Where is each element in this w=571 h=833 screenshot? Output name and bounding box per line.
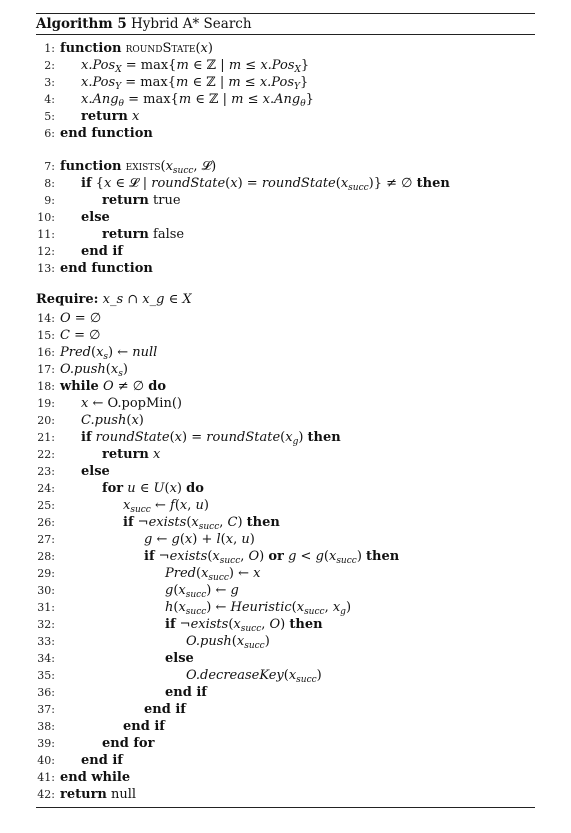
algorithm-label: Algorithm 5 — [36, 16, 127, 32]
line-number: 15: — [37, 329, 55, 342]
line-code: x.Pos$_Y$ = max{m ∈ ℤ | m ≤ x.Pos$_Y$} — [81, 75, 309, 92]
line-code: else — [165, 651, 194, 666]
line-code: x.Pos$_X$ = max{m ∈ ℤ | m ≤ x.Pos$_X$} — [81, 58, 310, 75]
line-code: $g(x_{succ})$ ← g — [165, 583, 239, 600]
line-number: 29: — [37, 567, 55, 580]
line-code: end if — [81, 753, 123, 768]
line-number: 32: — [37, 618, 55, 631]
line-code: C = ∅ — [60, 328, 101, 343]
line-number: 16: — [37, 346, 55, 359]
line-number: 33: — [37, 635, 55, 648]
line-code: if $\neg exists(x_{succ}$, C) then — [123, 515, 280, 532]
line-number: 23: — [37, 465, 55, 478]
line-number: 2: — [44, 59, 55, 72]
line-code: return x — [81, 109, 140, 124]
line-number: 14: — [37, 312, 55, 325]
line-number: 7: — [44, 160, 55, 173]
line-code: for u ∈ U(x) do — [102, 481, 204, 496]
line-code: $h(x_{succ})$ ← $Heuristic(x_{succ}$, $x_g$) — [165, 600, 352, 617]
line-number: 34: — [37, 652, 55, 665]
line-number: 9: — [44, 194, 55, 207]
line-number: 19: — [37, 397, 55, 410]
line-code: end for — [102, 736, 155, 751]
line-code: end while — [60, 770, 131, 785]
line-code: end if — [81, 244, 123, 259]
line-code: $O.push(x_{succ})$ — [186, 634, 270, 651]
line-code: if $\neg exists(x_{succ}$, O) or $g < g(x_{succ})$ then — [144, 549, 400, 566]
line-code: while O ≠ ∅ do — [60, 379, 166, 394]
line-number: 31: — [37, 601, 55, 614]
line-number: 17: — [37, 363, 55, 376]
line-number: 39: — [37, 737, 55, 750]
line-code: return x — [102, 447, 161, 462]
line-code: $Pred(x_{succ})$ ← x — [165, 566, 261, 583]
line-number: 22: — [37, 448, 55, 461]
algorithm-caption — [36, 14, 535, 34]
algorithm-block — [36, 13, 535, 808]
line-code: $x_{succ}$ ← f(x, u) — [123, 498, 209, 515]
line-code: $O.decreaseKey(x_{succ})$ — [186, 668, 322, 685]
line-code: return true — [102, 193, 181, 208]
line-code: function roundState(x) — [60, 41, 213, 56]
line-number: 30: — [37, 584, 55, 597]
line-number: 5: — [44, 110, 55, 123]
line-code: end function — [60, 261, 153, 276]
line-code: g ← g(x) + l(x, u) — [144, 532, 255, 547]
line-code: end if — [165, 685, 207, 700]
line-code: end if — [123, 719, 165, 734]
line-code: function $exists(x_{succ}$, 𝓛) — [60, 159, 217, 176]
line-number: 42: — [37, 788, 55, 801]
require-line — [36, 292, 192, 308]
line-number: 40: — [37, 754, 55, 767]
line-number: 25: — [37, 499, 55, 512]
algorithm-title: Hybrid A* Search — [131, 16, 252, 32]
line-number: 8: — [44, 177, 55, 190]
line-number: 21: — [37, 431, 55, 444]
line-code: if roundState(x) = $roundState(x_g)$ then — [81, 430, 341, 447]
line-code: if $\neg exists(x_{succ}$, O) then — [165, 617, 323, 634]
require-keyword: Require: — [36, 292, 99, 307]
line-number: 3: — [44, 76, 55, 89]
line-code: $Pred(x_s)$ ← null — [60, 345, 158, 362]
line-number: 13: — [37, 262, 55, 275]
line-number: 28: — [37, 550, 55, 563]
line-code: x ← O.popMin() — [81, 396, 182, 411]
line-code: end if — [144, 702, 186, 717]
line-code: C.push(x) — [81, 413, 144, 428]
line-number: 11: — [37, 228, 55, 241]
line-code: O = ∅ — [60, 311, 102, 326]
line-number: 4: — [44, 93, 55, 106]
line-number: 18: — [37, 380, 55, 393]
line-number: 10: — [37, 211, 55, 224]
line-number: 38: — [37, 720, 55, 733]
line-number: 27: — [37, 533, 55, 546]
line-number: 12: — [37, 245, 55, 258]
line-number: 41: — [37, 771, 55, 784]
line-number: 37: — [37, 703, 55, 716]
bottom-rule — [36, 807, 535, 808]
line-number: 6: — [44, 127, 55, 140]
require-text: x_s ∩ x_g ∈ X — [102, 292, 192, 307]
line-number: 26: — [37, 516, 55, 529]
line-code: else — [81, 464, 110, 479]
line-number: 36: — [37, 686, 55, 699]
line-code: else — [81, 210, 110, 225]
line-number: 1: — [44, 42, 55, 55]
line-code: end function — [60, 126, 153, 141]
line-code: if {x ∈ 𝓛 | roundState(x) = $roundState(x_{succ})$} ≠ ∅ then — [81, 176, 450, 193]
line-number: 20: — [37, 414, 55, 427]
line-code: x.Ang$_\theta$ = max{m ∈ ℤ | m ≤ x.Ang$_\theta$} — [81, 92, 314, 109]
line-number: 24: — [37, 482, 55, 495]
line-number: 35: — [37, 669, 55, 682]
line-code: return false — [102, 227, 185, 242]
algorithm-lines — [36, 35, 535, 807]
line-code: $O.push(x_s)$ — [60, 362, 128, 379]
line-code: return null — [60, 787, 137, 802]
